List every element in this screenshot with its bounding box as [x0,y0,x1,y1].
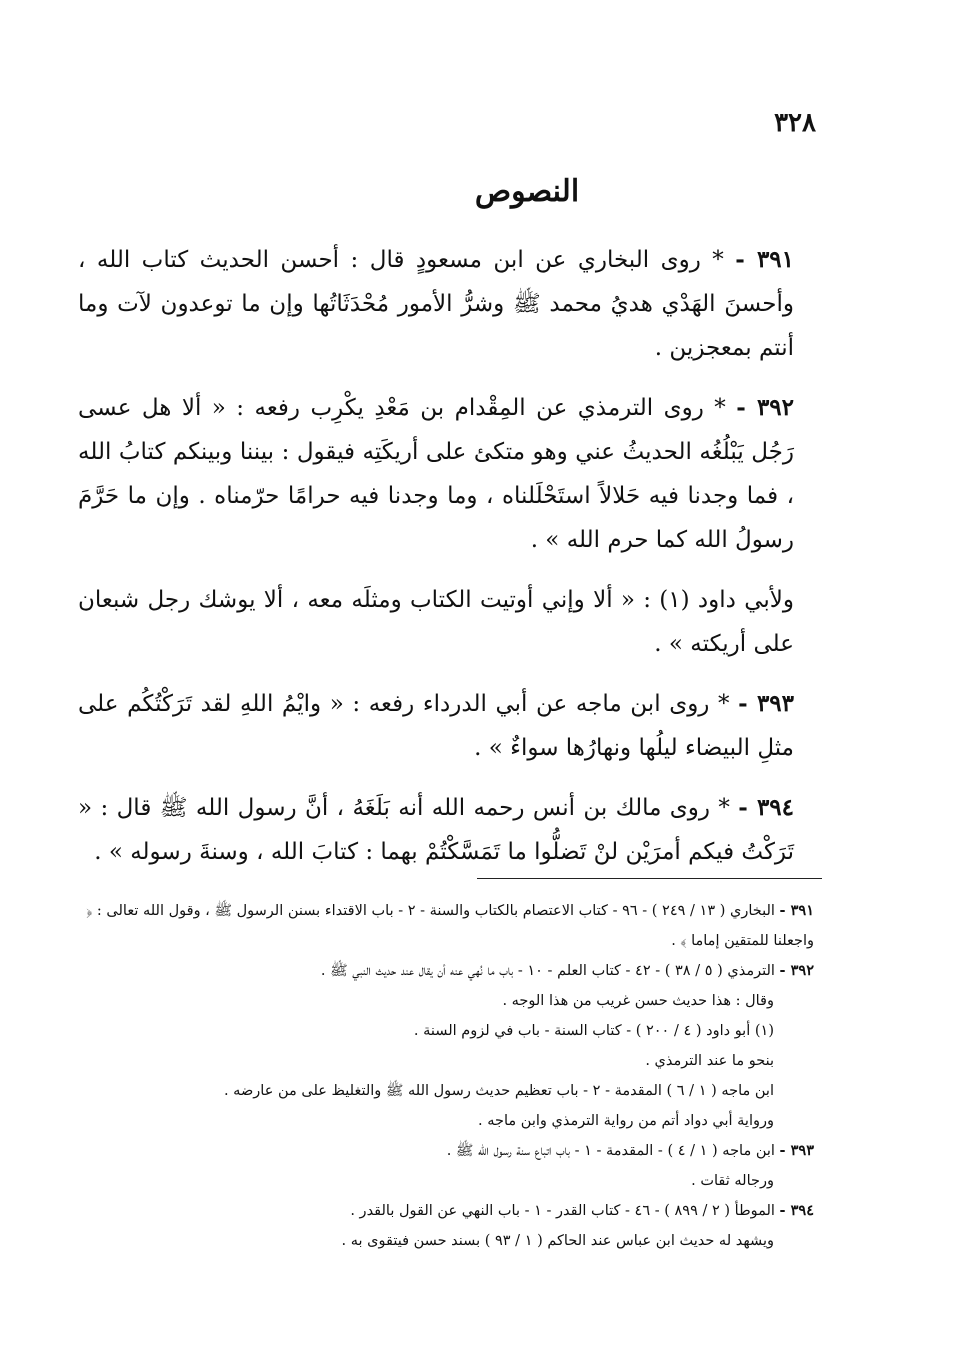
footnote-text: الموطأ ( ٢ / ٨٩٩ ) - ٤٦ - كتاب القدر - ١ - باب النهي عن القول بالقدر . [350,1203,775,1219]
footnote-text: وقال : هذا حديث حسن غريب من هذا الوجه . [502,993,774,1009]
footnote [78,1166,814,1196]
footnote [78,1076,814,1106]
footnote-text: (١) أبو داود ( ٤ / ٢٠٠ ) - كتاب السنة - باب في لزوم السنة . [413,1023,774,1039]
hadith-text: * روى البخاري عن ابن مسعودٍ قال : أحسن الحديث كتاب الله ، وأحسنَ الهَدْي هديُ محمد ﷺ وشرُّ الأمور مُحْدَثَاتُها وإن ما توعدون لآت وما أنتم بمعجزين . [78,247,794,361]
hadith-number: ٣٩٣ - [738,690,795,717]
footnote-number: ٣٩١ - [779,902,814,919]
hadith-text: * روى ابن ماجه عن أبي الدرداء رفعه : « وايْمُ اللهِ لقد تَرَكْتُكُم على مثلِ البيضاء ليلُها ونهارُها سواءٌ » . [78,691,794,761]
footnote-text: البخاري ( ١٣ / ٢٤٩ ) - ٩٦ - كتاب الاعتصام بالكتاب والسنة - ٢ - باب الاقتداء بسنن الرسول ﷺ ، وقول الله تعالى : ﴿ واجعلنا للمتقين إماما ﴾ . [86,903,814,949]
main-text [78,238,794,890]
hadith-text: * روى الترمذي عن المِقْدام بن مَعْدِ يكْرِب رفعه : « ألا هل عسى رَجُل يَبْلُغُه الحديثُ عني وهو متكئ على أريكَتِه فيقول : بيننا وبينكم كتابُ الله ، فما وجدنا فيه حَلالاً استَحْلَلناه ، وما وجدنا فيه حرامًا حرّمناه . وإن ما حَرَّمَ رسولُ الله كما حرم الله » . [78,395,794,553]
hadith-number: ٣٩٢ - [736,394,795,421]
footnote-text: ابن ماجه ( ١ / ٦ ) المقدمة - ٢ - باب تعظيم حديث رسول الله ﷺ والتغليظ على من عارضه . [223,1083,774,1099]
hadith-paragraph [78,682,794,770]
footnotes [78,896,814,1256]
footnote [78,1196,814,1226]
hadith-paragraph [78,238,794,370]
section-heading [0,174,954,209]
hadith-text: ولأبي داود (١) : « ألا وإني أوتيت الكتاب ومثلَه معه ، ألا يوشك رجل شبعان على أريكته » . [78,587,794,657]
section-heading-text: النصوص [474,174,580,209]
footnote-number: ٣٩٢ - [779,962,814,979]
footnote-number: ٣٩٤ - [779,1202,814,1219]
footnote-text: ورواية أبي دواد أتم من رواية الترمذي وابن ماجه . [478,1113,774,1129]
hadith-paragraph [78,786,794,874]
footnote-text: ابن ماجه ( ١ / ٤ ) - المقدمة - ١ - باب اتباع سنة رسول الله ﷺ . [446,1143,775,1159]
footnote [78,1016,814,1046]
hadith-number: ٣٩٤ - [738,794,794,821]
footnote [78,1136,814,1166]
footnote [78,1226,814,1256]
footnote [78,896,814,956]
hadith-paragraph [78,578,794,666]
footnote-text: الترمذي ( ٥ / ٣٨ ) - ٤٢ - كتاب العلم - ١٠ - باب ما نُهي عنه أن يقال عند حديث النبي ﷺ . [320,963,775,979]
footnote-text: ورجاله ثقات . [691,1173,774,1189]
footnote-text: ويشهد له حديث ابن عباس عند الحاكم ( ١ / ٩٣ ) بسند حسن فيتقوى به . [341,1233,774,1249]
footnote-text: بنحو ما عند الترمذي . [645,1053,774,1069]
footnote [78,1106,814,1136]
page-number: ٣٢٨ [774,108,816,138]
hadith-paragraph [78,386,794,562]
footnote-divider [477,878,822,879]
footnote [78,986,814,1016]
hadith-text: * روى مالك بن أنس رحمه الله أنه بَلَغَهُ ، أنَّ رسول الله ﷺ قال : « تَرَكْتُ فيكم أمرَيْن لنْ تَضلُّوا ما تَمَسَّكْتُمْ بهما : كتابَ الله ، وسنةَ رسوله » . [78,795,794,865]
footnote-number: ٣٩٣ - [779,1142,814,1159]
footnote [78,1046,814,1076]
footnote [78,956,814,986]
hadith-number: ٣٩١ - [735,246,795,273]
